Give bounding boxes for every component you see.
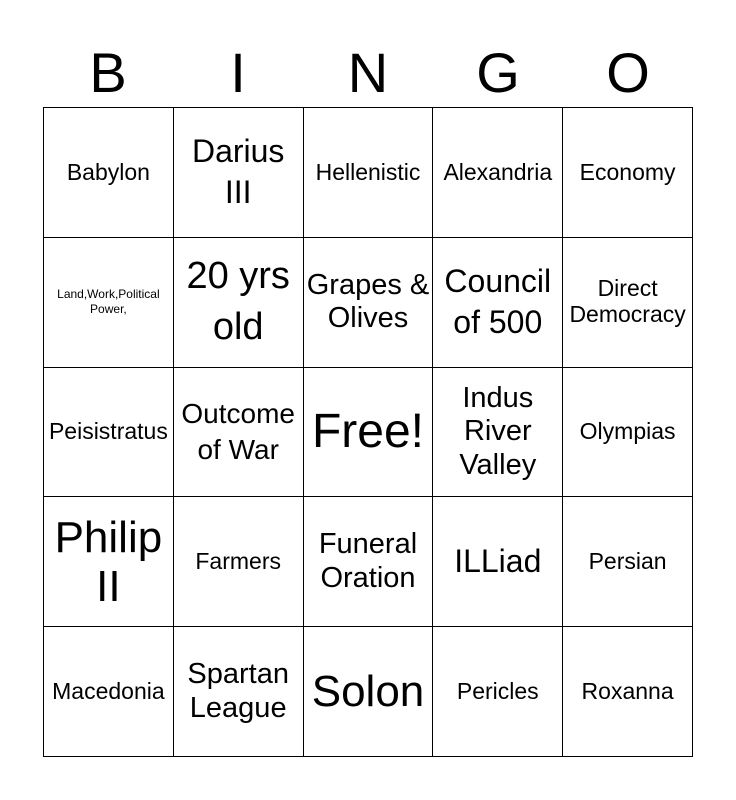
header-letter-n: N (347, 41, 389, 104)
bingo-cell-r1c4[interactable]: Alexandria (433, 108, 563, 238)
header-letter-i: I (230, 41, 246, 104)
bingo-cell-r3c1[interactable]: Peisistratus (44, 368, 174, 498)
bingo-cell-r2c5[interactable]: Direct Democracy (563, 238, 693, 368)
bingo-cell-r4c2[interactable]: Farmers (174, 497, 304, 627)
bingo-cell-r2c1[interactable]: Land,Work,Political Power, (44, 238, 174, 368)
bingo-board (43, 107, 693, 757)
bingo-cell-r1c2[interactable]: Darius III (174, 108, 304, 238)
bingo-cell-r2c4[interactable]: Council of 500 (433, 238, 563, 368)
bingo-cell-r2c2[interactable]: 20 yrs old (174, 238, 304, 368)
header-letter-g: G (476, 41, 520, 104)
bingo-cell-r2c3[interactable]: Grapes & Olives (304, 238, 434, 368)
bingo-cell-r4c1[interactable]: Philip II (44, 497, 174, 627)
free-space-cell[interactable]: Free! (304, 368, 434, 498)
bingo-cell-r1c3[interactable]: Hellenistic (304, 108, 434, 238)
bingo-cell-r1c1[interactable]: Babylon (44, 108, 174, 238)
bingo-cell-r3c5[interactable]: Olympias (563, 368, 693, 498)
bingo-cell-r5c2[interactable]: Spartan League (174, 627, 304, 757)
bingo-cell-r1c5[interactable]: Economy (563, 108, 693, 238)
bingo-header (43, 40, 693, 106)
bingo-cell-r4c4[interactable]: ILLiad (433, 497, 563, 627)
bingo-cell-r5c1[interactable]: Macedonia (44, 627, 174, 757)
header-letter-b: B (89, 41, 127, 104)
bingo-cell-r3c2[interactable]: Outcome of War (174, 368, 304, 498)
bingo-cell-r4c5[interactable]: Persian (563, 497, 693, 627)
bingo-cell-r4c3[interactable]: Funeral Oration (304, 497, 434, 627)
bingo-cell-r5c3[interactable]: Solon (304, 627, 434, 757)
bingo-cell-r5c5[interactable]: Roxanna (563, 627, 693, 757)
header-letter-o: O (606, 41, 650, 104)
bingo-cell-r5c4[interactable]: Pericles (433, 627, 563, 757)
bingo-cell-r3c4[interactable]: Indus River Valley (433, 368, 563, 498)
